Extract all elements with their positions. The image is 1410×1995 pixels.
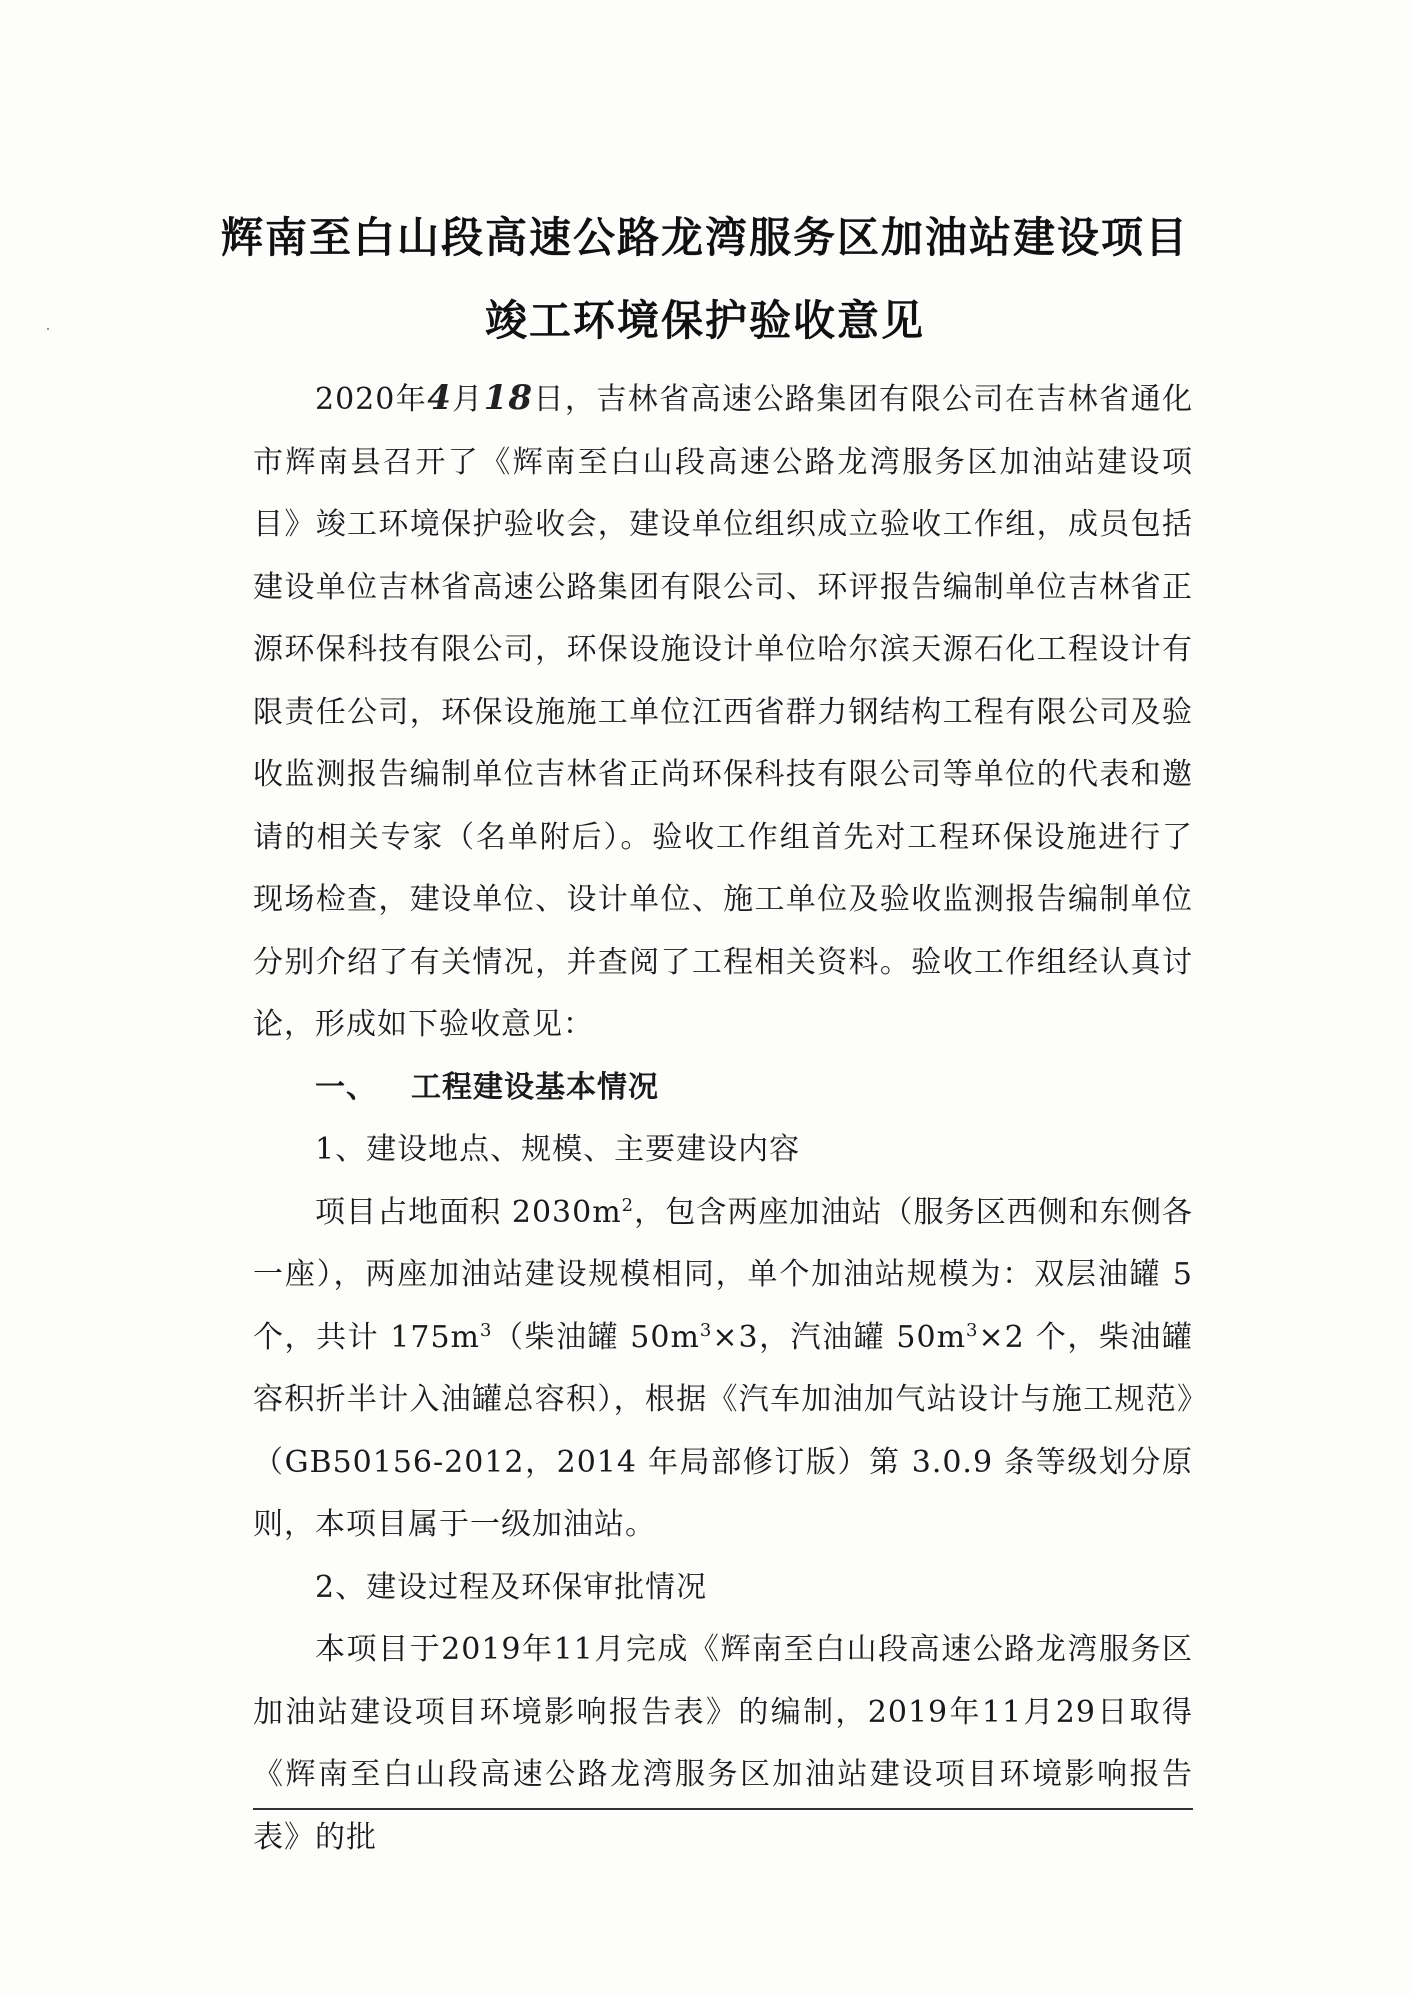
superscript-d: 3 (966, 1319, 979, 1341)
scale-text-d: ×3，汽油罐 50m (712, 1319, 967, 1355)
superscript-c: 3 (699, 1319, 713, 1341)
subsection-2-paragraph: 本项目于2019年11月完成《辉南至白山段高速公路龙湾服务区加油站建设项目环境影响报告表》的编制，2019年11月29日取得《辉南至白山段高速公路龙湾服务区加油站建设项目环境影响报告表》的批 (253, 1632, 1193, 1855)
date-day-label: 日， (533, 382, 597, 417)
scale-text-e: ×2 个，柴油罐容积折半计入油罐总容积），根据《汽车加油加气站设计与施工规范》（GB50156-2012，2014 年局部修订版）第 3.0.9 条等级划分原则，本项目属于一级加油站。 (253, 1319, 1193, 1542)
intro-text: 吉林省高速公路集团有限公司在吉林省通化市辉南县召开了《辉南至白山段高速公路龙湾服务区加油站建设项目》竣工环境保护验收会，建设单位组织成立验收工作组，成员包括建设单位吉林省高速公路集团有限公司、环评报告编制单位吉林省正源环保科技有限公司，环保设施设计单位哈尔滨天源石化工程设计有限责任公司，环保设施施工单位江西省群力钢结构工程有限公司及验收监测报告编制单位吉林省正尚环保科技有限公司等单位的代表和邀请的相关专家（名单附后）。验收工作组首先对工程环保设施进行了现场检查，建设单位、设计单位、施工单位及验收监测报告编制单位分别介绍了有关情况，并查阅了工程相关资料。验收工作组经认真讨论，形成如下验收意见： (253, 382, 1194, 1042)
subsection-heading-1: 1、建设地点、规模、主要建设内容 (315, 1132, 801, 1167)
document-title-line-1: 辉南至白山段高速公路龙湾服务区加油站建设项目 (220, 213, 1189, 262)
footer-rule (253, 1808, 1193, 1810)
section-title: 工程建设基本情况 (411, 1069, 659, 1105)
intro-paragraph (253, 367, 1193, 1057)
date-month-label: 月 (451, 382, 484, 417)
scale-text-c: （柴油罐 50m (492, 1319, 700, 1355)
subsection-heading-2: 2、建设过程及环保审批情况 (315, 1569, 708, 1605)
section-number: 一、 (315, 1069, 377, 1105)
section-heading-1 (253, 1057, 1193, 1120)
document-title-line-2: 竣工环境保护验收意见 (484, 296, 925, 345)
scale-text-b: ，包含两座加油站（服务区西侧和东侧各一座），两座加油站建设规模相同，单个加油站规模为：双层油罐 5个，共计 175m (253, 1194, 1193, 1355)
subsection-1-paragraph (253, 1182, 1193, 1557)
superscript-a: 2 (621, 1194, 635, 1216)
superscript-b: 3 (480, 1319, 493, 1341)
date-year: 2020年 (315, 382, 428, 417)
handwritten-day: 18 (483, 378, 534, 418)
document-body (253, 367, 1193, 1869)
handwritten-month: 4 (427, 378, 452, 418)
scale-text-a: 项目占地面积 2030m (315, 1194, 622, 1230)
